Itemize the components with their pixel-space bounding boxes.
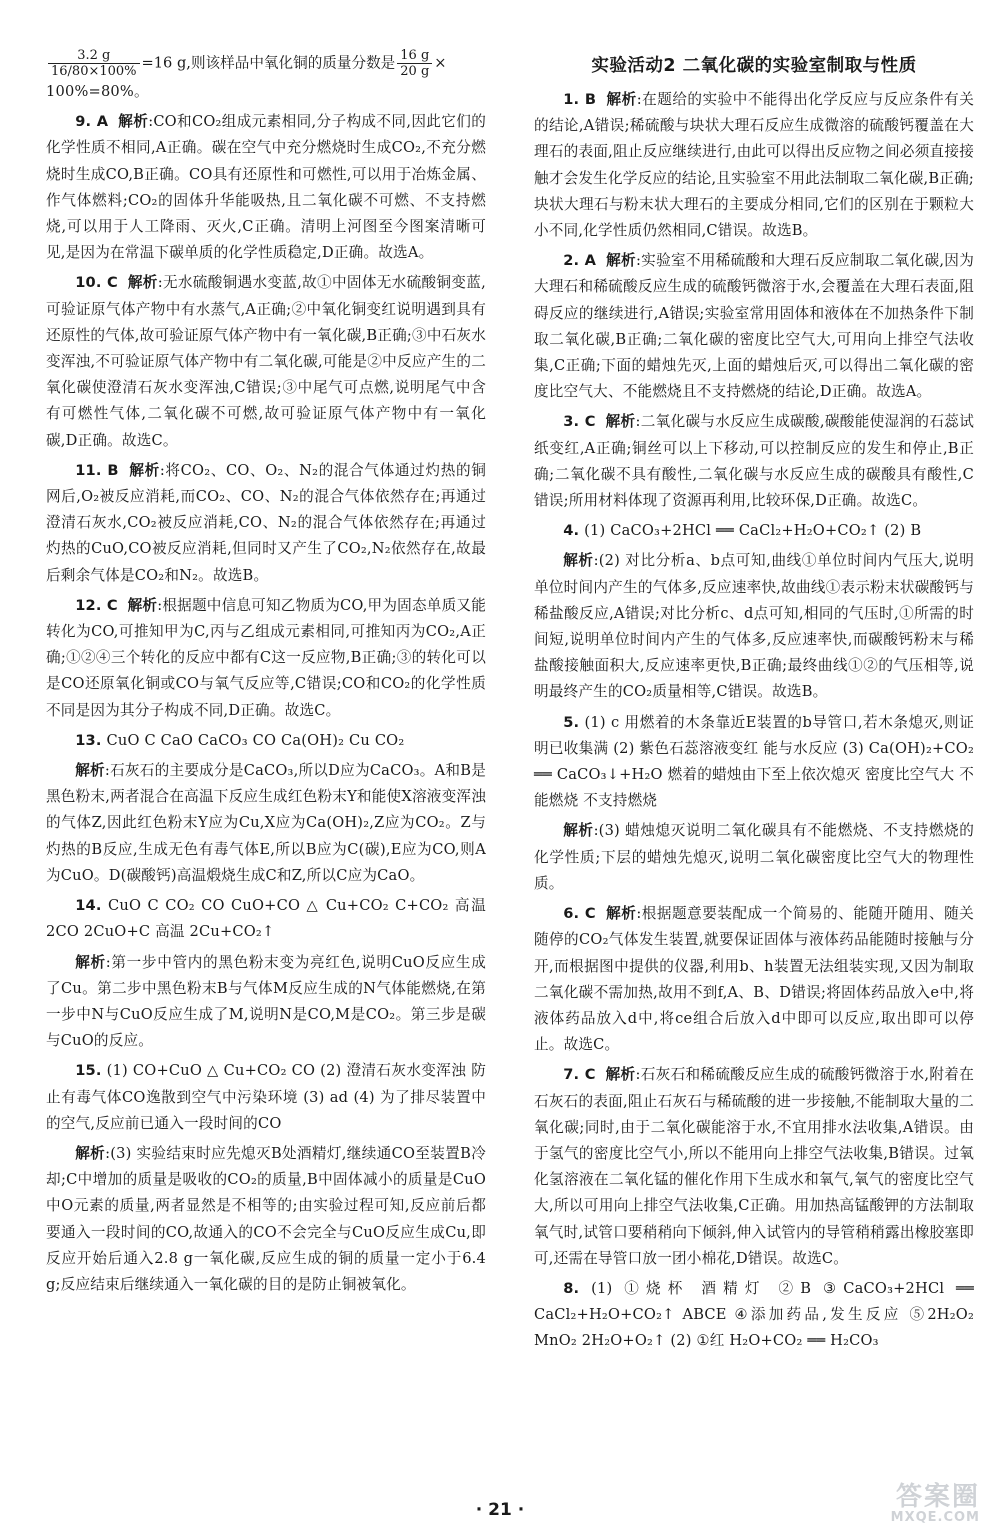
answer-text: CuO C CaO CaCO₃ CO Ca(OH)₂ Cu CO₂ (101, 731, 405, 749)
answer-text: :在题给的实验中不能得出化学反应与反应条件有关的结论,A错误;稀硫酸与块状大理石反应生成微溶的硫酸钙覆盖在大理石的表面,阻止反应继续进行,由此可以得出反应物之间必须直接接触才会发生化学反应的结论,且实验室不用此法制取二氧化碳,B正确;块状大理石与粉末状大理石的主要成分相同,它们的区别在于颗粒大小不同,化学性质仍然相同,C错误。故选B。 (534, 91, 974, 240)
answer-number: 15. (75, 1062, 102, 1080)
watermark-logo (832, 1484, 980, 1528)
answer-text: :(3) 蜡烛熄灭说明二氧化碳具有不能燃烧、不支持燃烧的化学性质;下层的蜡烛先熄灭,说明二氧化碳密度比空气大的物理性质。 (534, 822, 974, 892)
answer-item (534, 409, 974, 514)
analysis-label: 解析 (605, 1066, 636, 1084)
answer-text: :无水硫酸铜遇水变蓝,故①中固体无水硫酸铜变蓝,可验证原气体产物中有水蒸气,A正确;②中氧化铜变红说明遇到具有还原性的气体,故可验证原气体产物中有一氧化碳,B正确;③中石灰水变浑浊,不可验证原气体产物中有二氧化碳,可能是②中反应产生的二氧化碳使澄清石灰水变浑浊,C错误;③中尾气可点燃,说明尾气中含有可燃性气体,二氧化碳不可燃,故可验证原气体产物中有一氧化碳,D正确。故选C。 (46, 274, 486, 449)
answer-number: 6. C (563, 905, 596, 923)
answer-item (534, 1276, 974, 1355)
answer-number: 2. A (563, 252, 597, 270)
answer-text: :石灰石和稀硫酸反应生成的硫酸钙微溶于水,附着在石灰石的表面,阻止石灰石与稀硫酸的进一步接触,不能制取大量的二氧化碳;同时,由于二氧化碳能溶于水,不宜用排水法收集,A错误。由于氢气的密度比空气小,所以不能用向上排空气法收集,B错误。过氧化氢溶液在二氧化锰的催化作用下生成水和氧气,氧气的密度比空气大,所以可用向上排空气法收集,C正确。用加热高锰酸钾的方法制取氧气时,试管口要稍稍向下倾斜,伸入试管内的导管稍稍露出橡胶塞即可,还需在导管口放一团小棉花,D错误。故选C。 (534, 1066, 975, 1267)
answer-number: 3. C (563, 413, 596, 431)
analysis-label: 解析 (127, 596, 158, 614)
answer-item (534, 248, 974, 405)
answer-number: 5. (563, 713, 580, 731)
answer-number: 7. C (563, 1066, 596, 1084)
answer-number: 12. C (75, 596, 118, 614)
answer-number: 9. A (75, 113, 109, 131)
answer-item (534, 87, 974, 244)
answer-number: 11. B (75, 461, 119, 479)
watermark-url: MXQE.COM (890, 1510, 980, 1525)
answer-number: 14. (75, 897, 102, 915)
fraction-1-denominator: 16/80×100% (51, 64, 137, 79)
page-number: · 21 · (475, 1500, 525, 1520)
answer-item (46, 109, 486, 266)
answer-item (46, 893, 486, 945)
answer-text: :第一步中管内的黑色粉末变为亮红色,说明CuO反应生成了Cu。第二步中黑色粉末B与气体M反应生成的N气体能燃烧,在第一步中N与CuO反应生成了M,说明N是CO,M是CO₂。第三步是碳与CuO的反应。 (46, 953, 486, 1050)
answer-number: 10. C (75, 274, 118, 292)
analysis-label: 解析 (606, 91, 637, 108)
answer-item (46, 950, 486, 1055)
analysis-label: 解析 (563, 822, 594, 840)
analysis-label: 解析 (606, 252, 636, 270)
answer-number: 4. (563, 522, 580, 540)
analysis-label: 解析 (75, 762, 105, 780)
analysis-label: 解析 (118, 113, 149, 131)
answer-item (534, 901, 974, 1058)
answer-item (46, 1141, 486, 1298)
answer-item (46, 728, 486, 754)
analysis-label: 解析 (127, 274, 158, 292)
answer-item (534, 548, 974, 705)
answer-text: :(2) 对比分析a、b点可知,曲线①单位时间内气压大,说明单位时间内产生的气体多,反应速率快,故曲线①表示粉末状碳酸钙与稀盐酸反应,A错误;对比分析c、d点可知,相同的气压时,①所需的时间短,说明单位时间内产生的气体多,反应速率快,而碳酸钙粉末与稀盐酸接触面积大,反应速率更快,B正确;最终曲线①②的气压相等,说明最终产生的CO₂质量相等,C错误。故选B。 (534, 552, 974, 701)
analysis-label: 解析 (563, 552, 594, 570)
answer-text: :实验室不用稀硫酸和大理石反应制取二氧化碳,因为大理石和稀硫酸反应生成的硫酸钙微溶于水,会覆盖在大理石表面,阻碍反应的继续进行,A错误;实验室常用固体和液体在不加热条件下制取二氧化碳,B正确;二氧化碳的密度比空气大,可用向上排空气法收集,C正确;下面的蜡烛先灭,上面的蜡烛后灭,可以得出二氧化碳的密度比空气大、不能燃烧且不支持燃烧的结论,D正确。故选A。 (534, 252, 975, 401)
answer-item (534, 818, 974, 897)
answer-text: (1) CO+CuO △ Cu+CO₂ CO (2) 澄清石灰水变浑浊 防止有毒气体CO逸散到空气中污染环境 (3) ad (4) 为了排尽装置中的空气,反应前已通入一段时间的CO (46, 1062, 486, 1132)
answer-text: (1) ①烧杯 酒精灯 ②B ③CaCO₃+2HCl ══ CaCl₂+H₂O+CO₂↑ ABCE ④添加药品,发生反应 ⑤2H₂O₂ MnO₂ 2H₂O+O₂↑ (2) ①红 H₂O+CO₂ ══ H₂CO₃ (534, 1279, 974, 1350)
left-column (46, 48, 486, 1302)
intro-calculation (46, 48, 486, 79)
answer-item (46, 1058, 486, 1137)
answer-text: :根据题中信息可知乙物质为CO,甲为固态单质又能转化为CO,可推知甲为C,丙与乙组成元素相同,可推知丙为CO₂,A正确;①②④三个转化的反应中都有C这一反应物,B正确;③的转化可以是CO还原氧化铜或CO与氧气反应等,C错误;CO和CO₂的化学性质不同是因为其分子构成不同,D正确。故选C。 (46, 596, 487, 719)
fraction-2-denominator: 20 g (400, 64, 430, 79)
answer-item (534, 710, 974, 815)
analysis-label: 解析 (606, 905, 637, 923)
answer-item (46, 593, 486, 724)
fraction-1-numerator: 3.2 g (48, 48, 140, 64)
answer-text: :石灰石的主要成分是CaCO₃,所以D应为CaCO₃。A和B是黑色粉末,两者混合在高温下反应生成红色粉末Y和能使X溶液变浑浊的气体Z,因此红色粉末Y应为Cu,X应为Ca(OH)₂,Z应为CO₂。Z与灼热的B反应,生成无色有毒气体E,所以B应为C(碳),E应为CO,则A为CuO。D(碳酸钙)高温煅烧生成C和Z,所以C应为CaO。 (46, 762, 486, 884)
intro-middle-text: =16 g,则该样品中氧化铜的质量分数是 (141, 54, 396, 72)
section-title: 实验活动2 二氧化碳的实验室制取与性质 (591, 56, 917, 76)
answer-number: 13. (75, 731, 102, 749)
fraction-1 (48, 48, 140, 79)
intro-result: 100%=80%。 (46, 83, 149, 100)
fraction-2 (397, 48, 432, 79)
fraction-2-numerator: 16 g (397, 48, 432, 64)
answer-text: :(3) 实验结束时应先熄灭B处酒精灯,继续通CO至装置B冷却;C中增加的质量是吸收的CO₂的质量,B中固体减小的质量是CuO中O元素的质量,两者显然是不相等的;由实验过程可知,反应前后都要通入一段时间的CO,故通入的CO不会完全与CuO反应生成Cu,即反应开始后通入2.8 g一氧化碳,反应生成的铜的质量一定小于6.4 g;反应结束后继续通入一氧化碳的目的是防止铜被氧化。 (46, 1144, 486, 1293)
right-column (534, 48, 974, 1359)
answer-number: 1. B (563, 91, 597, 108)
answer-item (46, 458, 486, 589)
answer-number: 8. (563, 1279, 580, 1297)
answer-text: (1) CaCO₃+2HCl ══ CaCl₂+H₂O+CO₂↑ (2) B (579, 522, 922, 540)
answer-item (534, 518, 974, 544)
analysis-label: 解析 (605, 413, 636, 431)
answer-text: :将CO₂、CO、O₂、N₂的混合气体通过灼热的铜网后,O₂被反应消耗,而CO₂、CO、N₂的混合气体依然存在;再通过澄清石灰水,CO₂被反应消耗,CO、N₂的混合气体依然存在;再通过灼热的CuO,CO被反应消耗,但同时又产生了CO₂,N₂依然存在,故最后剩余气体是CO₂和N₂。故选B。 (46, 461, 486, 584)
analysis-label: 解析 (75, 1144, 106, 1162)
answer-text: CuO C CO₂ CO CuO+CO △ Cu+CO₂ C+CO₂ 高温 2CO 2CuO+C 高温 2Cu+CO₂↑ (46, 897, 486, 941)
intro-times-sign: × (434, 54, 447, 72)
analysis-label: 解析 (75, 953, 106, 971)
watermark-text: 答案圈 (895, 1482, 980, 1512)
analysis-label: 解析 (129, 461, 160, 479)
answer-text: :根据题意要装配成一个简易的、能随开随用、随关随停的CO₂气体发生装置,就要保证固体与液体药品能随时接触与分开,而根据图中提供的仪器,利用b、h装置无法组装实现,又因为制取二氧化碳不需加热,故用不到f,A、B、D错误;将固体药品放入e中,将液体药品放入d中,将ce组合后放入d中即可以反应,取出即可以停止。故选C。 (534, 905, 974, 1054)
answer-item (46, 270, 486, 453)
answer-text: :二氧化碳与水反应生成碳酸,碳酸能使湿润的石蕊试纸变红,A正确;铜丝可以上下移动,可以控制反应的发生和停止,B正确;二氧化碳不具有酸性,二氧化碳与水反应生成的碳酸具有酸性,C错误;所用材料体现了资源再利用,比较环保,D正确。故选C。 (534, 413, 975, 510)
answer-text: (1) c 用燃着的木条靠近E装置的b导管口,若木条熄灭,则证明已收集满 (2) 紫色石蕊溶液变红 能与水反应 (3) Ca(OH)₂+CO₂ ══ CaCO₃↓+H₂O 燃着的蜡烛由下至上依次熄灭 密度比空气大 不能燃烧 不支持燃烧 (534, 713, 974, 810)
answer-item (534, 1062, 974, 1272)
answer-item (46, 758, 486, 889)
answer-text: :CO和CO₂组成元素相同,分子构成不同,因此它们的化学性质不相同,A正确。碳在空气中充分燃烧时生成CO₂,不充分燃烧时生成CO,B正确。CO具有还原性和可燃性,可以用于冶炼金属、作气体燃料;CO₂的固体升华能吸热,且二氧化碳不可燃、不支持燃烧,可以用于人工降雨、灭火,C正确。清明上河图至今图案清晰可见,是因为在常温下碳单质的化学性质稳定,D正确。故选A。 (46, 113, 486, 262)
